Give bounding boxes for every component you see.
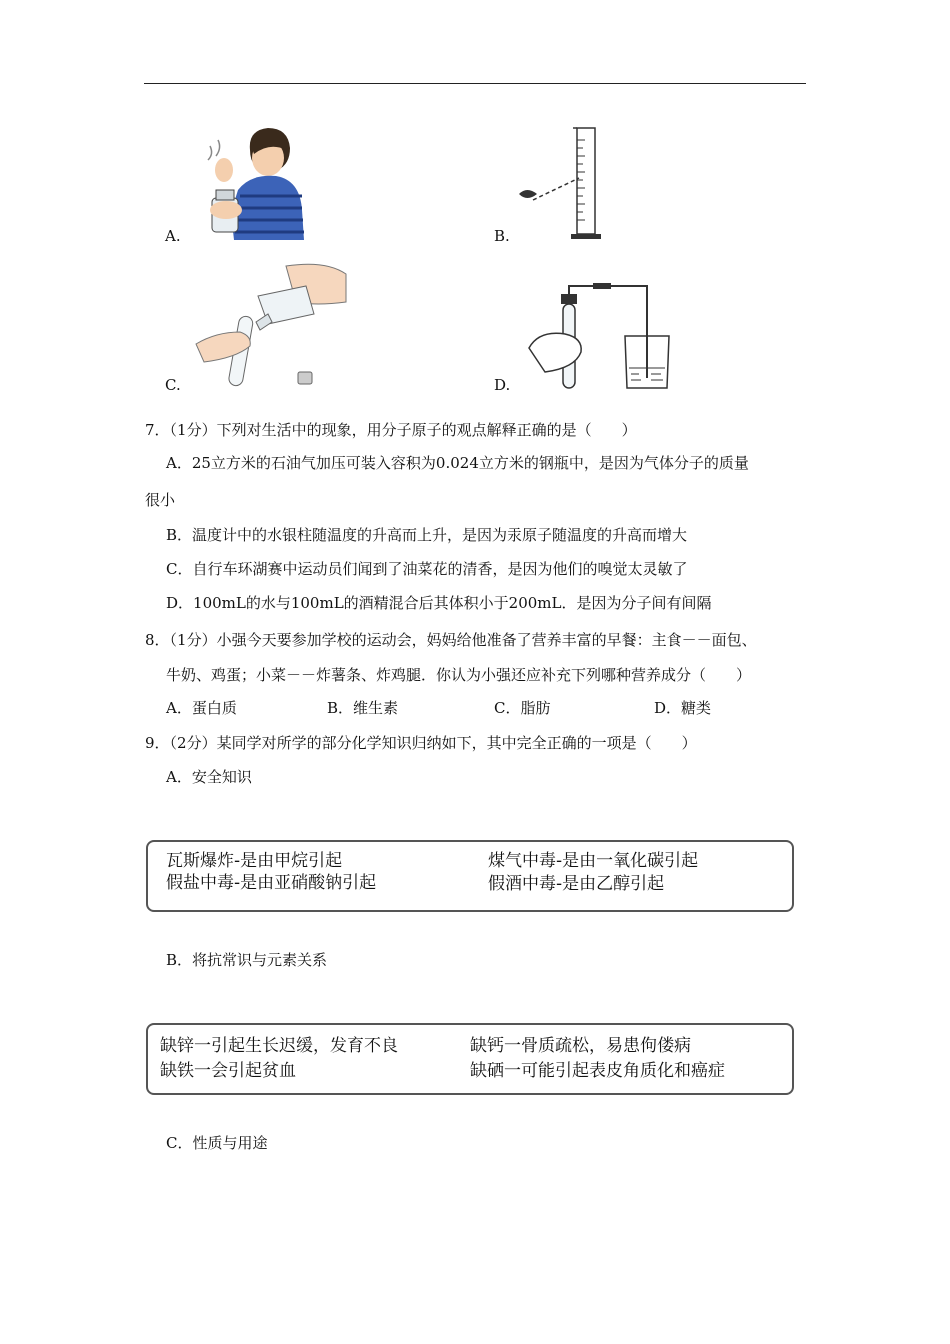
figure-d-label: D. bbox=[494, 376, 511, 394]
q8-stem-cont: 牛奶、鸡蛋；小菜－－炸薯条、炸鸡腿．你认为小强还应补充下列哪种营养成分（ ） bbox=[166, 666, 752, 684]
header-rule bbox=[144, 83, 806, 84]
q9-option-c-title: C．性质与用途 bbox=[166, 1134, 268, 1152]
box-a-r2c2: 假酒中毒-是由乙醇引起 bbox=[488, 874, 665, 894]
q7-option-c: C．自行车环湖赛中运动员们闻到了油菜花的清香，是因为他们的嗅觉太灵敏了 bbox=[166, 560, 688, 578]
box-b-r2c1: 缺铁一会引起贫血 bbox=[160, 1061, 296, 1081]
q7-option-a-cont: 很小 bbox=[145, 491, 176, 509]
q9-option-b-box bbox=[146, 1023, 794, 1095]
figure-d-airtightness-illustration bbox=[525, 278, 685, 392]
q9-option-b-title: B．将抗常识与元素关系 bbox=[166, 951, 328, 969]
q9-option-a-title: A．安全知识 bbox=[166, 768, 252, 786]
figure-a-label: A. bbox=[165, 227, 181, 245]
box-a-r1c2: 煤气中毒-是由一氧化碳引起 bbox=[488, 851, 699, 871]
q8-option-b: B．维生素 bbox=[327, 699, 399, 717]
figure-a-smelling-illustration bbox=[190, 120, 310, 242]
q7-option-b: B．温度计中的水银柱随温度的升高而上升，是因为汞原子随温度的升高而增大 bbox=[166, 526, 688, 544]
figure-b-cylinder-illustration bbox=[515, 124, 615, 244]
q8-option-a: A．蛋白质 bbox=[166, 699, 237, 717]
figure-b-label: B. bbox=[494, 227, 510, 245]
figure-c-label: C. bbox=[165, 376, 181, 394]
box-b-r2c2: 缺硒一可能引起表皮角质化和癌症 bbox=[470, 1061, 725, 1081]
box-b-r1c2: 缺钙一骨质疏松，易患佝偻病 bbox=[470, 1036, 691, 1056]
q8-option-c: C．脂肪 bbox=[494, 699, 551, 717]
box-a-r1c1: 瓦斯爆炸-是由甲烷引起 bbox=[166, 851, 343, 871]
q7-option-a: A．25立方米的石油气加压可装入容积为0.024立方米的钢瓶中，是因为气体分子的质量 bbox=[166, 454, 749, 472]
figure-c-pouring-illustration bbox=[196, 262, 356, 392]
q8-stem: 8．（1分）小强今天要参加学校的运动会，妈妈给他准备了营养丰富的早餐：主食－－面包、 bbox=[145, 631, 757, 649]
q7-option-d: D．100mL的水与100mL的酒精混合后其体积小于200mL．是因为分子间有间隔 bbox=[166, 594, 712, 612]
box-a-r2c1: 假盐中毒-是由亚硝酸钠引起 bbox=[166, 873, 377, 893]
q9-option-a-box bbox=[146, 840, 794, 912]
q7-stem: 7．（1分）下列对生活中的现象，用分子原子的观点解释正确的是（ ） bbox=[145, 421, 637, 439]
q8-option-d: D．糖类 bbox=[654, 699, 712, 717]
box-b-r1c1: 缺锌一引起生长迟缓，发育不良 bbox=[160, 1036, 398, 1056]
q9-stem: 9．（2分）某同学对所学的部分化学知识归纳如下，其中完全正确的一项是（ ） bbox=[145, 734, 697, 752]
